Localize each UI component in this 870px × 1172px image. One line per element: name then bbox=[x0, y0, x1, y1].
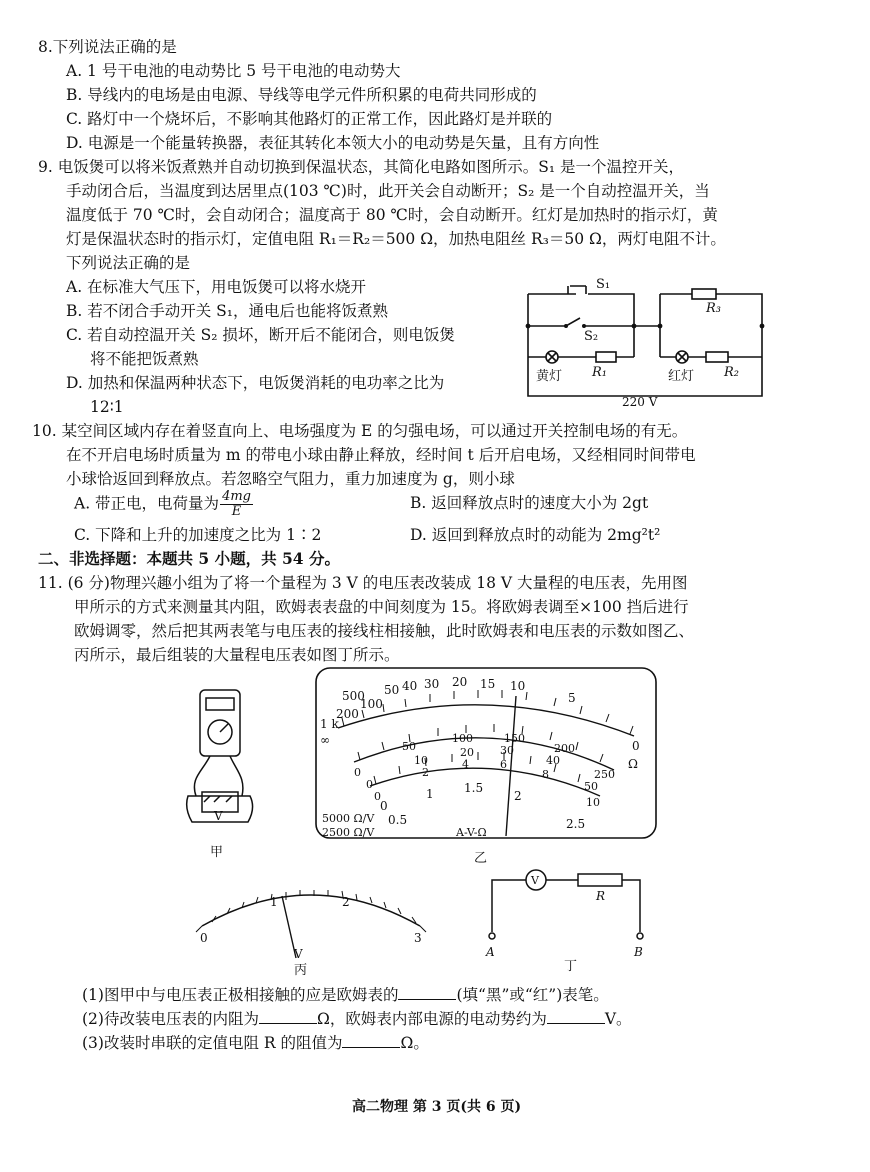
label-r3: R₃ bbox=[706, 301, 721, 316]
mid-mid-20: 20 bbox=[460, 746, 474, 759]
mid-low-0: 0 bbox=[374, 790, 381, 803]
mid-low-6: 6 bbox=[500, 758, 507, 771]
section-heading: 二、非选择题：本题共 5 小题，共 54 分。 bbox=[38, 549, 340, 568]
mid-top-0: 0 bbox=[354, 766, 361, 779]
q11-stem-2: 甲所示的方式来测量其内阻，欧姆表表盘的中间刻度为 15。将欧姆表调至×100 挡后进行 bbox=[74, 598, 689, 616]
q10-stem-2: 在不开启电场时质量为 m 的带电小球由静止释放，经时间 t 后开启电场，又经相同时间带电 bbox=[66, 446, 696, 464]
voltmeter-0: 0 bbox=[200, 931, 208, 945]
q9-stem-4: 灯是保温状态时的指示灯，定值电阻 R₁＝R₂＝500 Ω，加热电阻丝 R₃＝50 Ω，两灯电阻不计。 bbox=[66, 230, 726, 248]
voltmeter-3: 3 bbox=[414, 931, 422, 945]
mid-mid-30: 30 bbox=[500, 744, 514, 757]
label-r2: R₂ bbox=[724, 365, 739, 380]
answer-blank-2[interactable] bbox=[259, 1009, 317, 1024]
label-yellow-lamp: 黄灯 bbox=[536, 369, 563, 384]
label-ding: 丁 bbox=[564, 959, 578, 974]
q11-sub-1-text: (1)图甲中与电压表正极相接触的应是欧姆表的 bbox=[82, 986, 399, 1004]
q11-sub-3-unit: Ω。 bbox=[400, 1034, 429, 1052]
q11-sub-2-unit: V。 bbox=[604, 1010, 632, 1028]
q9-option-d: D. 加热和保温两种状态下，电饭煲消耗的电功率之比为 bbox=[66, 374, 445, 392]
q11-sub-2-mid: Ω，欧姆表内部电源的电动势约为 bbox=[316, 1010, 547, 1028]
ohm-5: 5 bbox=[568, 691, 576, 705]
q11-stem-4: 丙所示，最后组装的大量程电压表如图丁所示。 bbox=[74, 646, 400, 664]
q10-option-d: D. 返回到释放点时的动能为 2mg²t² bbox=[410, 526, 661, 544]
q10-option-c: C. 下降和上升的加速度之比为 1∶2 bbox=[74, 526, 322, 544]
ding-resistor: R bbox=[596, 889, 606, 903]
label-bing: 丙 bbox=[294, 963, 308, 978]
dial-note-5000: 5000 Ω/V bbox=[322, 812, 375, 825]
q9-option-d-cont: 12∶1 bbox=[90, 398, 124, 416]
answer-blank-3[interactable] bbox=[547, 1009, 605, 1024]
figure-jia-multimeter bbox=[180, 688, 260, 860]
q11-sub-1 bbox=[82, 984, 609, 1006]
v-scale-1: 1 bbox=[426, 787, 434, 801]
voltmeter-v-mark: V bbox=[214, 809, 223, 823]
ding-voltmeter: V bbox=[531, 874, 539, 887]
mid-mid-0: 0 bbox=[366, 778, 373, 791]
q9-stem-1: 9. 电饭煲可以将米饭煮熟并自动切换到保温状态，其简化电路如图所示。S₁ 是一个温控开关， bbox=[38, 158, 684, 176]
figure-yi-ohmmeter-dial bbox=[314, 666, 660, 866]
dial-center-label: A-V-Ω bbox=[456, 826, 487, 839]
mid-mid-50: 50 bbox=[584, 780, 598, 793]
mid-low-10: 10 bbox=[586, 796, 600, 809]
label-r1: R₁ bbox=[592, 365, 607, 380]
q9-option-b: B. 若不闭合手动开关 S₁，通电后也能将饭煮熟 bbox=[66, 302, 389, 320]
mid-top-150: 150 bbox=[504, 732, 525, 745]
q10-option-b: B. 返回释放点时的速度大小为 2gt bbox=[410, 494, 649, 512]
v-scale-2.5: 2.5 bbox=[566, 817, 586, 831]
label-voltage: 220 V bbox=[622, 395, 658, 409]
ohm-10: 10 bbox=[510, 679, 526, 693]
v-scale-2: 2 bbox=[514, 789, 522, 803]
v-scale-0: 0 bbox=[380, 799, 388, 813]
q9-stem-3: 温度低于 70 ℃时，会自动闭合；温度高于 80 ℃时，会自动断开。红灯是加热时的指示灯，黄 bbox=[66, 206, 718, 224]
ohm-unit: Ω bbox=[628, 757, 638, 771]
mid-top-50: 50 bbox=[402, 740, 416, 753]
ohm-15: 15 bbox=[480, 677, 496, 691]
mid-mid-10: 10 bbox=[414, 754, 428, 767]
mid-top-250: 250 bbox=[594, 768, 615, 781]
q11-sub-3-text: (3)改装时串联的定值电阻 R 的阻值为 bbox=[82, 1034, 343, 1052]
q11-stem-3: 欧姆调零，然后把其两表笔与电压表的接线柱相接触，此时欧姆表和电压表的示数如图乙、 bbox=[74, 622, 695, 640]
q8-option-d: D. 电源是一个能量转换器，表征其转化本领大小的电动势是矢量，且有方向性 bbox=[66, 134, 600, 152]
label-red-lamp: 红灯 bbox=[668, 369, 695, 384]
page-footer: 高二物理 第 3 页(共 6 页) bbox=[352, 1099, 522, 1115]
q10-fraction-num: 4mg bbox=[222, 489, 251, 504]
q10-fraction bbox=[220, 490, 253, 519]
v-scale-0.5: 0.5 bbox=[388, 813, 408, 827]
figure-ding-circuit bbox=[480, 866, 660, 978]
dial-note-2500: 2500 Ω/V bbox=[322, 826, 375, 839]
ohm-0: 0 bbox=[632, 739, 640, 753]
label-s2: S₂ bbox=[584, 329, 599, 344]
ding-terminal-a: A bbox=[486, 945, 495, 959]
q9-stem-5: 下列说法正确的是 bbox=[66, 254, 191, 272]
q10-fraction-den: E bbox=[231, 504, 242, 519]
answer-blank-4[interactable] bbox=[342, 1033, 400, 1048]
q8-stem: 8.下列说法正确的是 bbox=[38, 38, 177, 56]
mid-low-4: 4 bbox=[462, 758, 469, 771]
ohm-infinity: ∞ bbox=[320, 733, 330, 747]
ohm-100: 100 bbox=[360, 697, 383, 711]
q8-option-a: A. 1 号干电池的电动势比 5 号干电池的电动势大 bbox=[66, 62, 401, 80]
ohm-20: 20 bbox=[452, 675, 468, 689]
q10-option-a bbox=[74, 490, 254, 519]
q8-option-b: B. 导线内的电场是由电源、导线等电学元件所积累的电荷共同形成的 bbox=[66, 86, 537, 104]
q11-sub-2-text: (2)待改装电压表的内阻为 bbox=[82, 1010, 259, 1028]
mid-low-2: 2 bbox=[422, 766, 429, 779]
ohm-40: 40 bbox=[402, 679, 418, 693]
q10-stem-1: 10. 某空间区域内存在着竖直向上、电场强度为 E 的匀强电场，可以通过开关控制电场的有无。 bbox=[32, 422, 688, 440]
label-jia: 甲 bbox=[210, 845, 224, 860]
rice-cooker-circuit bbox=[510, 268, 785, 410]
q11-stem-1: 11. (6 分)物理兴趣小组为了将一个量程为 3 V 的电压表改装成 18 V 大量程的电压表，先用图 bbox=[38, 574, 688, 592]
voltmeter-unit: V bbox=[294, 947, 303, 961]
q9-option-c: C. 若自动控温开关 S₂ 损坏，断开后不能闭合，则电饭煲 bbox=[66, 326, 455, 344]
q9-stem-2: 手动闭合后，当温度到达居里点(103 ℃)时，此开关会自动断开；S₂ 是一个自动控温开关，当 bbox=[66, 182, 710, 200]
mid-low-8: 8 bbox=[542, 768, 549, 781]
mid-mid-40: 40 bbox=[546, 754, 560, 767]
figure-bing-voltmeter bbox=[186, 870, 436, 982]
ohm-30: 30 bbox=[424, 677, 440, 691]
label-s1: S₁ bbox=[596, 277, 611, 292]
ohm-1k: 1 k bbox=[320, 717, 339, 731]
voltmeter-2: 2 bbox=[342, 895, 350, 909]
voltmeter-1: 1 bbox=[270, 895, 278, 909]
q11-sub-2 bbox=[82, 1008, 632, 1030]
q8-option-c: C. 路灯中一个烧坏后，不影响其他路灯的正常工作，因此路灯是并联的 bbox=[66, 110, 553, 128]
ohm-50: 50 bbox=[384, 683, 400, 697]
mid-top-100: 100 bbox=[452, 732, 473, 745]
q11-sub-3 bbox=[82, 1032, 429, 1054]
q11-sub-1-hint: (填“黑”或“红”)表笔。 bbox=[456, 986, 609, 1004]
label-yi: 乙 bbox=[474, 851, 488, 866]
answer-blank-1[interactable] bbox=[398, 985, 456, 1000]
q9-option-c-cont: 将不能把饭煮熟 bbox=[90, 350, 199, 368]
q10-stem-3: 小球恰返回到释放点。若忽略空气阻力，重力加速度为 g，则小球 bbox=[66, 470, 515, 488]
q9-option-a: A. 在标准大气压下，用电饭煲可以将水烧开 bbox=[66, 278, 367, 296]
q10-option-a-prefix: A. 带正电，电荷量为 bbox=[74, 494, 220, 513]
ding-terminal-b: B bbox=[634, 945, 643, 959]
v-scale-1.5: 1.5 bbox=[464, 781, 484, 795]
ohm-200: 200 bbox=[336, 707, 359, 721]
mid-top-200: 200 bbox=[554, 742, 575, 755]
ohm-500: 500 bbox=[342, 689, 365, 703]
